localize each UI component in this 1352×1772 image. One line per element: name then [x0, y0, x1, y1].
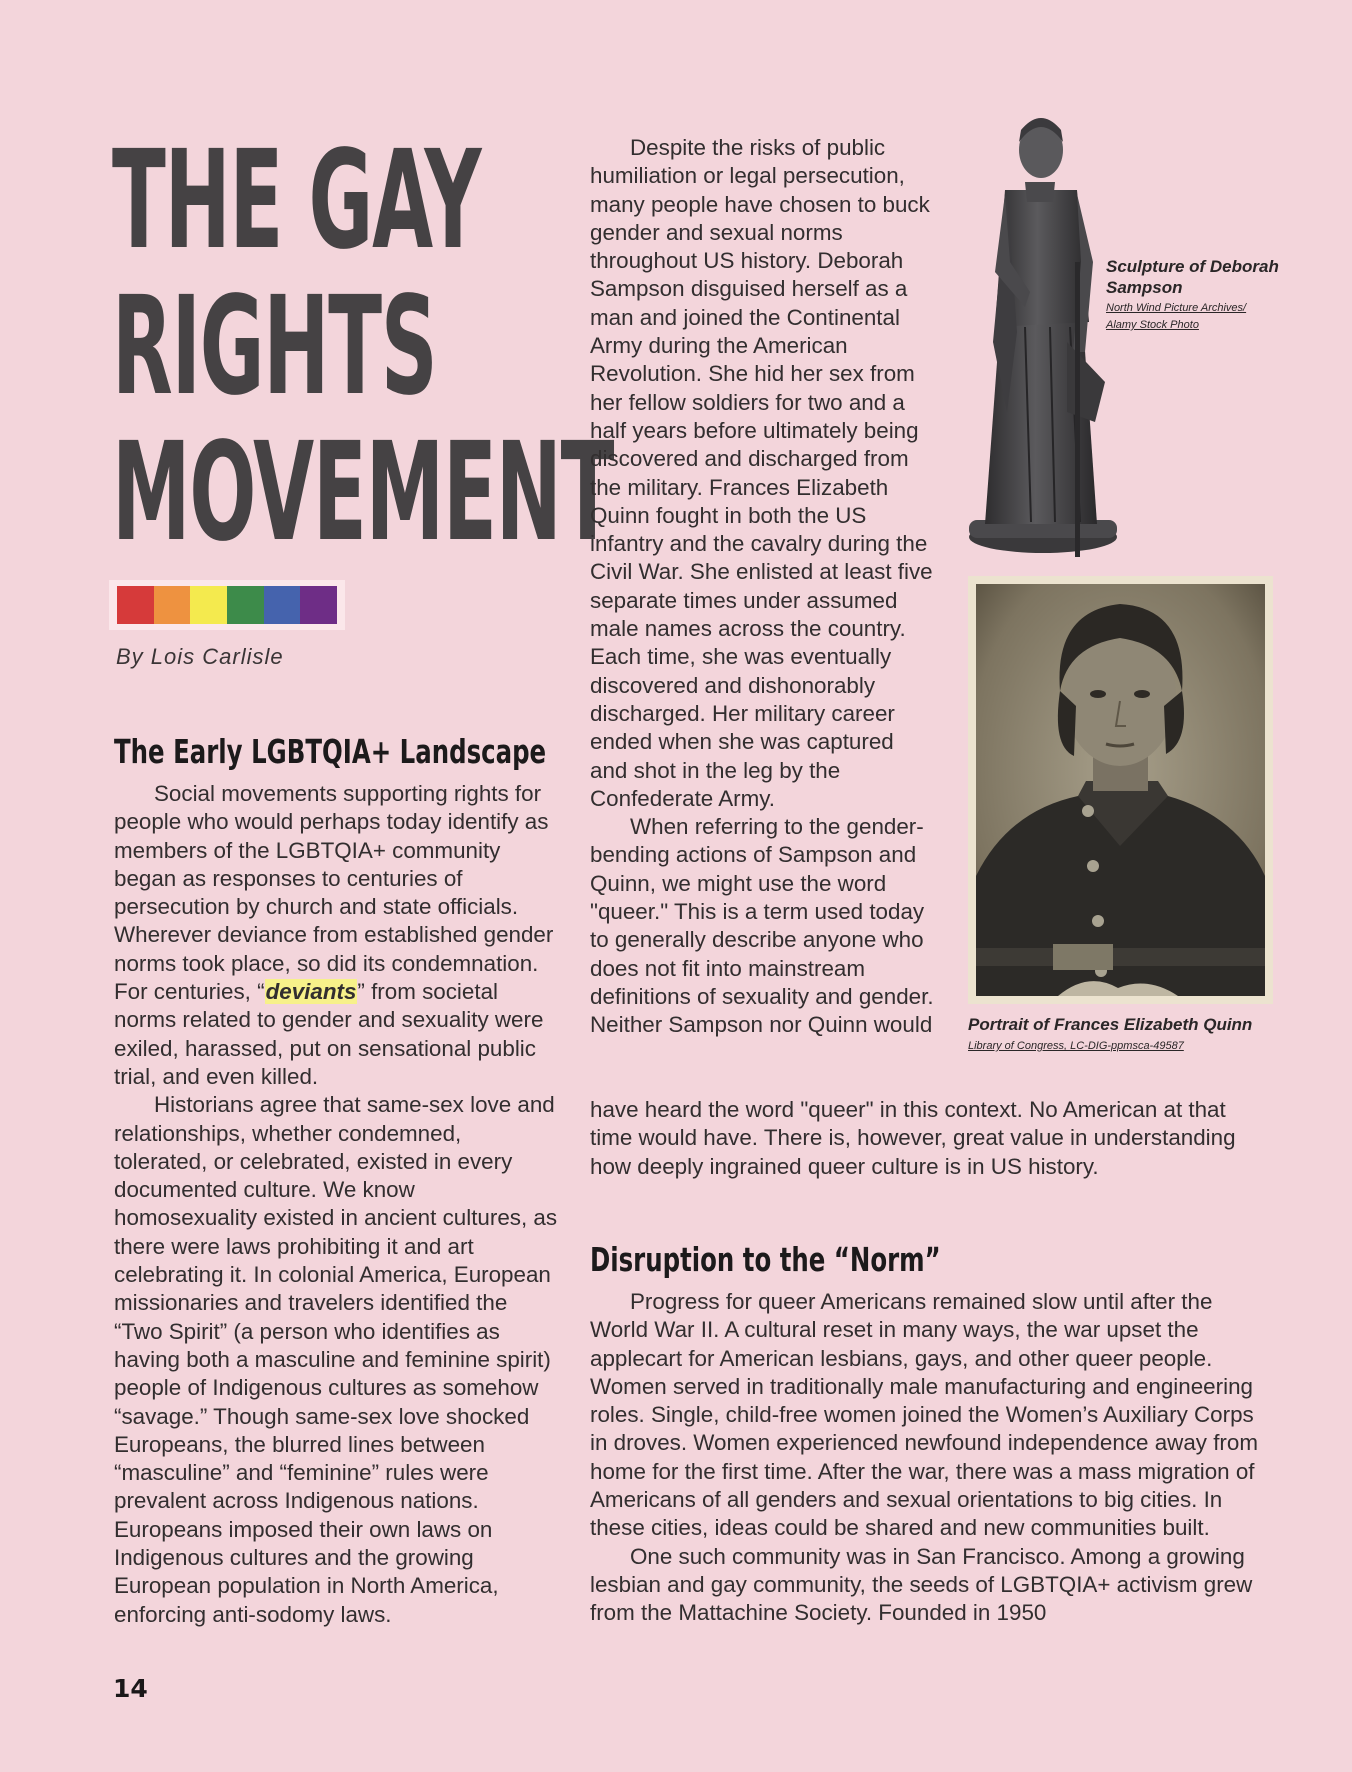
middle-column-body [590, 134, 934, 1040]
figure-caption-sampson [1106, 256, 1296, 334]
caption-title: Sculpture of Deborah Sampson [1106, 257, 1279, 297]
paragraph: One such community was in San Francisco. Among a growing lesbian and gay community, the seeds of LGBTQIA+ activism grew from the Mattachine Society. Founded in 1950 [590, 1543, 1253, 1626]
text-run: ” from societal norms related to gender and sexuality were exiled, harassed, put on sensational public trial, and even killed. [114, 979, 544, 1089]
caption-credit-line: Library of Congress, LC-DIG-ppmsca-49587 [968, 1040, 1184, 1052]
rainbow-stripe [227, 586, 264, 624]
paragraph: Historians agree that same-sex love and relationships, whether condemned, tolerated, or celebrated, existed in every documented culture. We know homosexuality existed in ancient cultures, as there were laws prohibiting it and art celebrating it. In colonial America, European missionaries and travelers identified the “Two Spirit” (a person who identifies as having both a masculine and feminine spirit) people of Indigenous cultures as somehow “savage.” Though same-sex love shocked Europeans, the blurred lines between “masculine” and “feminine” rules were prevalent across Indigenous nations. Europeans imposed their own laws on Indigenous cultures and the growing European population in North America, enforcing anti-sodomy laws. [114, 1092, 558, 1627]
page-title [112, 122, 614, 572]
portrait-image [968, 576, 1273, 1004]
paragraph: Despite the risks of public humiliation or legal persecution, many people have chosen to buck gender and sexual norms throughout US history. Deborah Sampson disguised herself as a man and joined the Continental Army during the American Revolution. She hid her sex from her fellow soldiers for two and a half years before ultimately being discovered and discharged from the military. Frances Elizabeth Quinn fought in both the US infantry and the cavalry during the Civil War. She enlisted at least five separate times under assumed male names across the country. Each time, she was eventually discovered and dishonorably discharged. Her military career ended when she was captured and shot in the leg by the Confederate Army. [590, 135, 933, 811]
title-line-1: THE GAY [112, 122, 481, 280]
paragraph: When referring to the gender-bending actions of Sampson and Quinn, we might use the word "queer." This is a term used today to generally describe anyone who does not fit into mainstream definitions of sexuality and gender. Neither Sampson nor Quinn would [590, 814, 934, 1038]
highlighted-term: deviants [265, 979, 357, 1005]
rainbow-flag [109, 580, 345, 630]
caption-credit-line: North Wind Picture Archives/ [1106, 302, 1247, 314]
rainbow-stripe [117, 586, 154, 624]
title-line-2: RIGHTS [112, 268, 437, 426]
rainbow-stripe [264, 586, 301, 624]
figure-caption-quinn [968, 1014, 1308, 1055]
paragraph-continued: have heard the word "queer" in this context. No American at that time would have. There is, however, great value in understanding how deeply ingrained queer culture is in US history. [590, 1097, 1236, 1179]
title-line-3: MOVEMENT [112, 414, 614, 572]
left-column-body [114, 780, 558, 1629]
rainbow-stripe [300, 586, 337, 624]
right-column-body [590, 1288, 1270, 1628]
statue-image [955, 112, 1125, 560]
paragraph [114, 780, 558, 1091]
rainbow-stripe [154, 586, 191, 624]
middle-column-body-continued [590, 1096, 1250, 1181]
byline: By Lois Carlisle [116, 644, 284, 669]
caption-credit-line: Alamy Stock Photo [1106, 319, 1199, 331]
rainbow-stripe [190, 586, 227, 624]
section-heading-disruption: Disruption to the “Norm” [590, 1240, 941, 1279]
section-heading-early-landscape: The Early LGBTQIA+ Landscape [114, 732, 547, 771]
caption-title: Portrait of Frances Elizabeth Quinn [968, 1015, 1253, 1034]
text-run: Social movements supporting rights for people who would perhaps today identify as members of the LGBTQIA+ community began as responses to centuries of persecution by church and state officials. Wherever deviance from established gender norms took place, so did its condemnation. For centuries, “ [114, 781, 554, 1005]
paragraph: Progress for queer Americans remained slow until after the World War II. A cultural reset in many ways, the war upset the applecart for American lesbians, gays, and other queer people. Women served in traditionally male manufacturing and engineering roles. Single, child-free women joined the Women’s Auxiliary Corps in droves. Women experienced newfound independence away from home for the first time. After the war, there was a mass migration of Americans of all genders and sexual orientations to big cities. In these cities, ideas could be shared and new communities built. [590, 1289, 1258, 1541]
page-number: 14 [113, 1674, 148, 1703]
